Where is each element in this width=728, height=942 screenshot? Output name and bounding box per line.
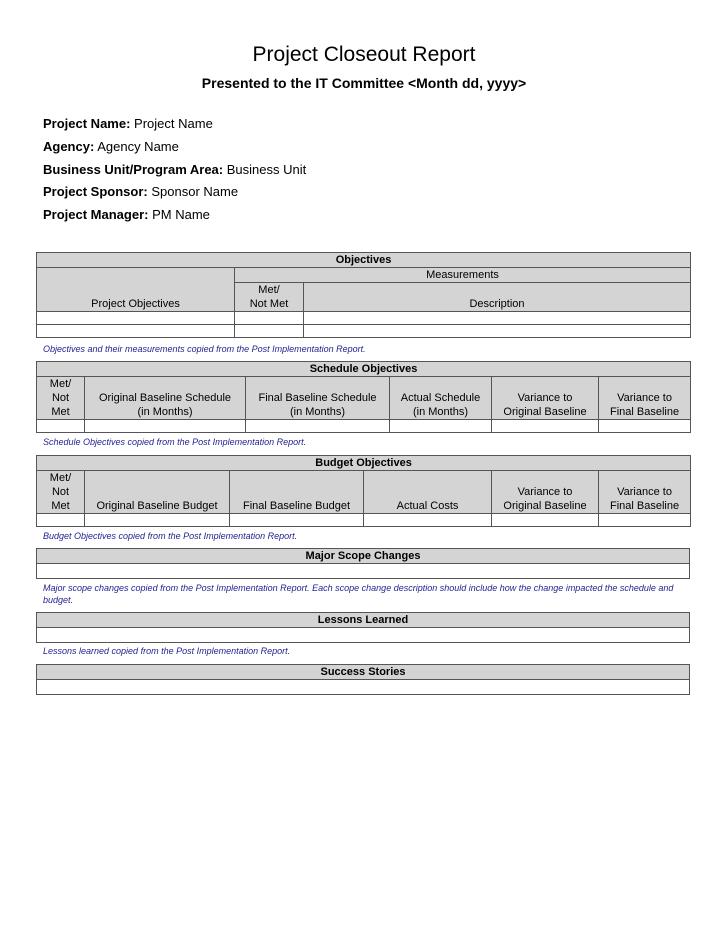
col-variance-final: Variance to Final Baseline <box>599 471 691 514</box>
document-title: Project Closeout Report <box>252 43 476 66</box>
info-value: Agency Name <box>97 139 179 154</box>
info-project-manager <box>43 207 210 222</box>
table-cell[interactable] <box>492 420 599 433</box>
col-description: Description <box>304 283 691 312</box>
scope-note: Major scope changes copied from the Post Implementation Report. Each scope change description should include how the change impacted the schedule and budget. <box>43 583 674 605</box>
table-cell[interactable] <box>364 514 492 527</box>
success-table <box>36 664 690 695</box>
table-cell[interactable] <box>599 514 691 527</box>
table-row <box>37 420 691 433</box>
table-row <box>37 628 690 643</box>
table-cell[interactable] <box>85 514 230 527</box>
budget-note: Budget Objectives copied from the Post Implementation Report. <box>43 531 298 541</box>
table-cell[interactable] <box>37 325 235 338</box>
budget-header: Budget Objectives <box>37 456 691 471</box>
schedule-table <box>36 361 691 433</box>
table-cell[interactable] <box>37 680 690 695</box>
table-cell[interactable] <box>599 420 691 433</box>
info-business-unit <box>43 162 306 177</box>
col-met-not-met: Met/ Not Met <box>235 283 304 312</box>
lessons-header: Lessons Learned <box>37 613 690 628</box>
table-cell[interactable] <box>304 312 691 325</box>
success-section <box>36 664 690 695</box>
objectives-header: Objectives <box>37 253 691 268</box>
table-cell[interactable] <box>37 564 690 579</box>
table-row <box>37 564 690 579</box>
col-met: Met/ Not Met <box>37 377 85 420</box>
col-actual-schedule: Actual Schedule (in Months) <box>390 377 492 420</box>
table-row <box>37 312 691 325</box>
col-actual-costs: Actual Costs <box>364 471 492 514</box>
lessons-table <box>36 612 690 643</box>
scope-table <box>36 548 690 579</box>
col-measurements: Measurements <box>235 268 691 283</box>
table-cell[interactable] <box>37 420 85 433</box>
info-label: Project Sponsor: <box>43 184 148 199</box>
info-value: Project Name <box>134 116 213 131</box>
info-value: Business Unit <box>226 162 307 177</box>
info-agency <box>43 139 179 154</box>
info-value: PM Name <box>152 207 210 222</box>
col-variance-original: Variance to Original Baseline <box>492 471 599 514</box>
table-cell[interactable] <box>304 325 691 338</box>
success-header: Success Stories <box>37 665 690 680</box>
table-cell[interactable] <box>37 312 235 325</box>
info-label: Agency: <box>43 139 95 154</box>
objectives-section <box>36 252 690 338</box>
info-label: Project Manager: <box>43 207 149 222</box>
col-original-baseline-budget: Original Baseline Budget <box>85 471 230 514</box>
scope-header: Major Scope Changes <box>37 549 690 564</box>
col-final-baseline-budget: Final Baseline Budget <box>230 471 364 514</box>
objectives-table <box>36 252 691 338</box>
table-cell[interactable] <box>390 420 492 433</box>
table-cell[interactable] <box>246 420 390 433</box>
table-cell[interactable] <box>235 312 304 325</box>
table-cell[interactable] <box>85 420 246 433</box>
table-cell[interactable] <box>230 514 364 527</box>
col-variance-final: Variance to Final Baseline <box>599 377 691 420</box>
col-final-baseline-schedule: Final Baseline Schedule (in Months) <box>246 377 390 420</box>
lessons-note: Lessons learned copied from the Post Implementation Report. <box>43 646 291 656</box>
info-label: Project Name: <box>43 116 131 131</box>
schedule-header: Schedule Objectives <box>37 362 691 377</box>
scope-section <box>36 548 690 579</box>
table-row <box>37 514 691 527</box>
schedule-section <box>36 361 690 433</box>
table-row <box>37 325 691 338</box>
table-cell[interactable] <box>235 325 304 338</box>
info-label: Business Unit/Program Area: <box>43 162 224 177</box>
objectives-note: Objectives and their measurements copied from the Post Implementation Report. <box>43 344 366 354</box>
document-subtitle: Presented to the IT Committee <Month dd, yyyy> <box>201 75 527 91</box>
budget-section <box>36 455 690 527</box>
table-cell[interactable] <box>492 514 599 527</box>
schedule-note: Schedule Objectives copied from the Post Implementation Report. <box>43 437 307 447</box>
table-cell[interactable] <box>37 514 85 527</box>
col-original-baseline-schedule: Original Baseline Schedule (in Months) <box>85 377 246 420</box>
col-variance-original: Variance to Original Baseline <box>492 377 599 420</box>
col-met: Met/ Not Met <box>37 471 85 514</box>
info-project-sponsor <box>43 184 238 199</box>
table-cell[interactable] <box>37 628 690 643</box>
budget-table <box>36 455 691 527</box>
table-row <box>37 680 690 695</box>
lessons-section <box>36 612 690 643</box>
info-value: Sponsor Name <box>151 184 239 199</box>
info-project-name <box>43 116 213 131</box>
col-project-objectives: Project Objectives <box>37 268 235 312</box>
